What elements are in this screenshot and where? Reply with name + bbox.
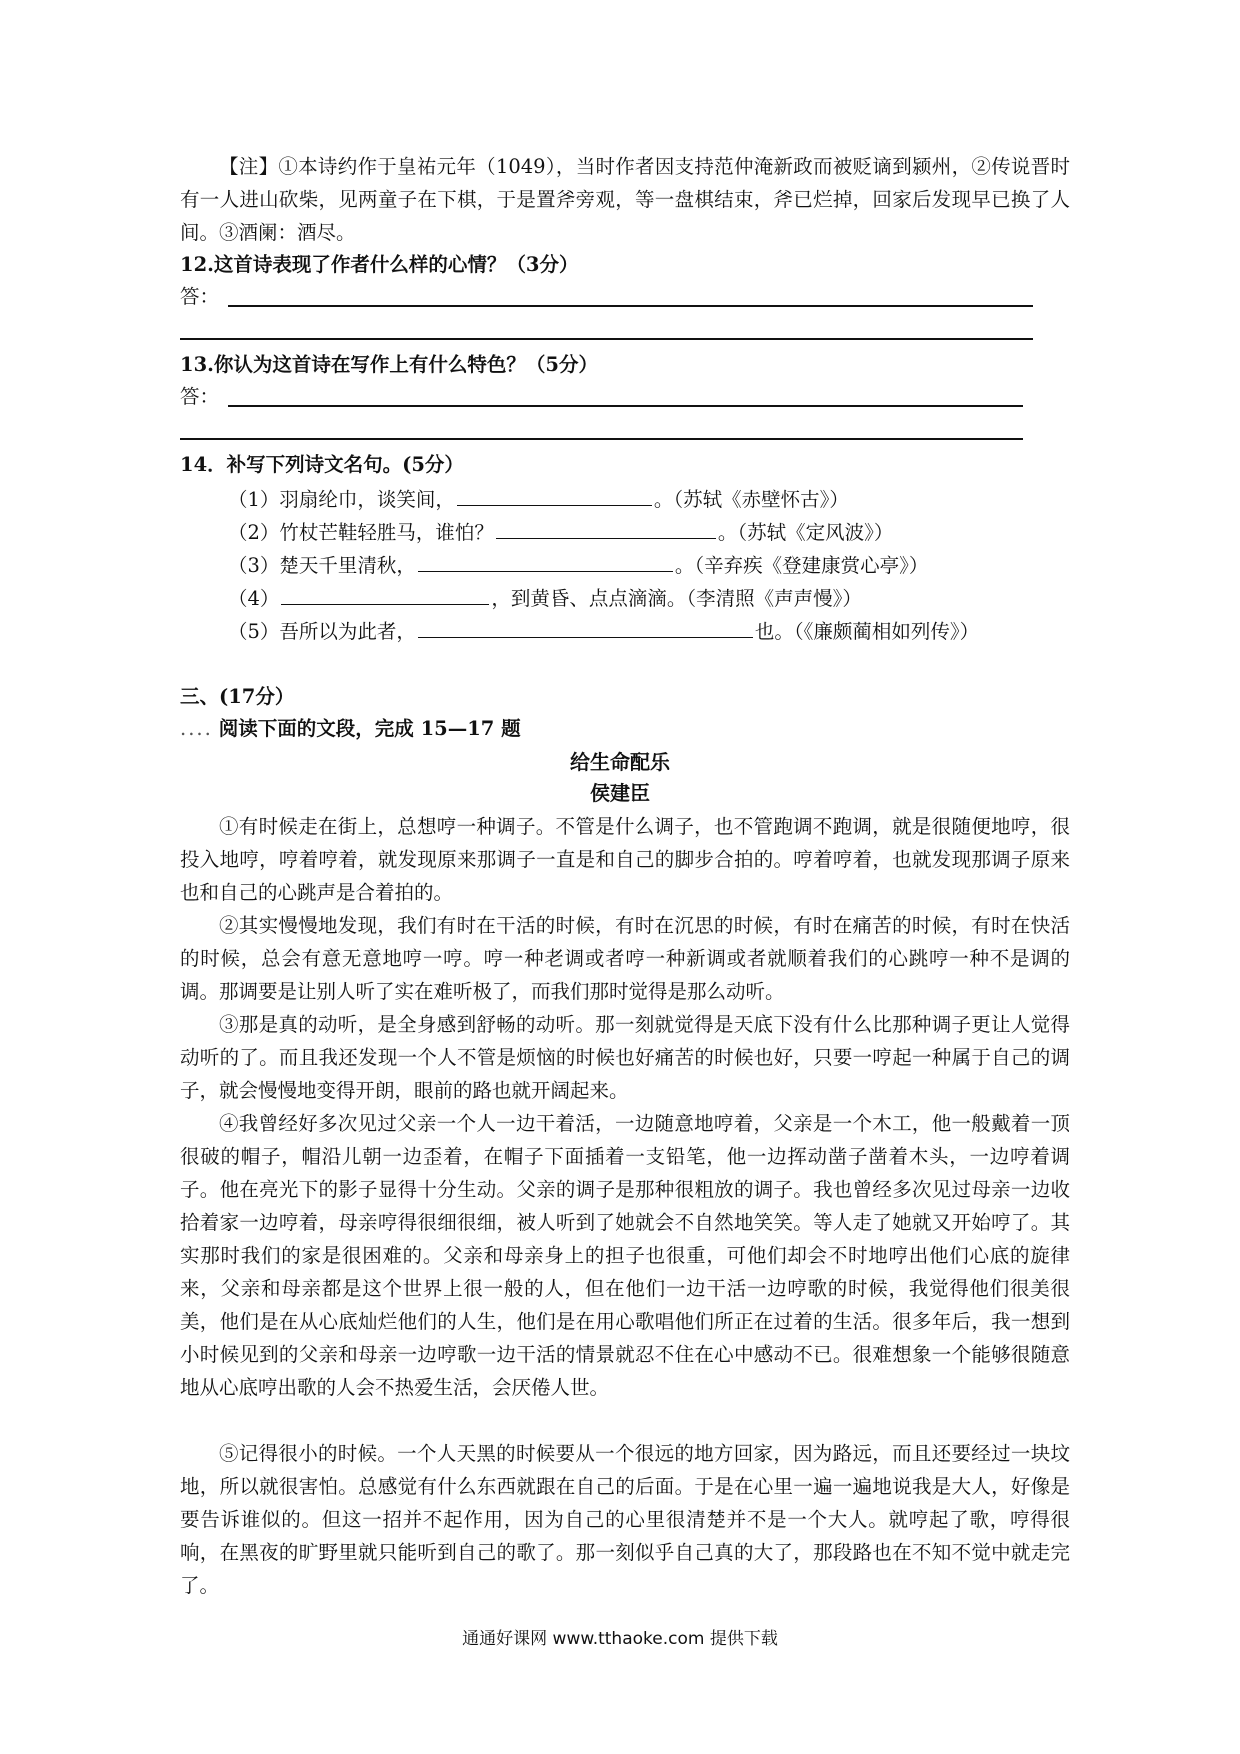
fill-item-2-after: 。（苏轼《定风波》） xyxy=(717,521,894,544)
question-13-answer-line-1[interactable] xyxy=(228,405,1023,407)
fill-item-4 xyxy=(228,582,862,614)
question-13-answer-line-2[interactable] xyxy=(180,438,1023,440)
essay-title: 给生命配乐 xyxy=(570,750,670,774)
essay-author: 侯建臣 xyxy=(590,781,650,805)
fill-item-4-before: （4） xyxy=(228,587,280,610)
section-3-title: 三、(17分） xyxy=(180,685,295,708)
section-3-instruction xyxy=(180,714,521,744)
fill-item-1 xyxy=(228,483,849,515)
fill-item-5-blank[interactable] xyxy=(418,615,753,638)
fill-item-3-after: 。（辛弃疾《登建康赏心亭》） xyxy=(674,554,929,577)
essay-paragraph-5: ⑤记得很小的时候。一个人天黑的时候要从一个很远的地方回家，因为路远，而且还要经过一块坟地，所以就很害怕。总感觉有什么东西就跟在自己的后面。于是在心里一遍一遍地说我是大人，好像是要告诉谁似的。但这一招并不起作用，因为自己的心里很清楚并不是一个大人。就哼起了歌，哼得很响，在黑夜的旷野里就只能听到自己的歌了。那一刻似乎自己真的大了，那段路也在不知不觉中就走完了。 xyxy=(180,1442,1070,1597)
essay-paragraph-4: ④我曾经好多次见过父亲一个人一边干着活，一边随意地哼着，父亲是一个木工，他一般戴着一顶很破的帽子，帽沿儿朝一边歪着，在帽子下面插着一支铅笔，他一边挥动凿子凿着木头，一边哼着调子。他在亮光下的影子显得十分生动。父亲的调子是那种很粗放的调子。我也曾经多次见过母亲一边收拾着家一边哼着，母亲哼得很细很细，被人听到了她就会不自然地笑笑。等人走了她就又开始哼了。其实那时我们的家是很困难的。父亲和母亲身上的担子也很重，可他们却会不时地哼出他们心底的旋律来，父亲和母亲都是这个世界上很一般的人，但在他们一边干活一边哼歌的时候，我觉得他们很美很美，他们是在从心底灿烂他们的人生，他们是在用心歌唱他们所正在过着的生活。很多年后，我一想到小时候见到的父亲和母亲一边哼歌一边干活的情景就忍不住在心中感动不已。很难想象一个能够很随意地从心底哼出歌的人会不热爱生活，会厌倦人世。 xyxy=(180,1112,1070,1399)
fill-item-3-blank[interactable] xyxy=(418,549,673,572)
section-3-instruction-text: 阅读下面的文段，完成 15—17 题 xyxy=(218,717,521,740)
fill-item-5-before: （5）吾所以为此者， xyxy=(228,620,416,643)
fill-item-1-after: 。（苏轼《赤壁怀古》） xyxy=(653,488,849,511)
essay-paragraph-3: ③那是真的动听，是全身感到舒畅的动听。那一刻就觉得是天底下没有什么比那种调子更让人觉得动听的了。而且我还发现一个人不管是烦恼的时候也好痛苦的时候也好，只要一哼起一种属于自己的调子，就会慢慢地变得开朗，眼前的路也就开阔起来。 xyxy=(180,1013,1070,1102)
fill-item-4-after: ，到黄昏、点点滴滴。（李清照《声声慢》） xyxy=(491,587,862,610)
fill-item-3 xyxy=(228,549,928,581)
fill-item-2-before: （2）竹杖芒鞋轻胜马，谁怕？ xyxy=(228,521,494,544)
question-12-title: 12.这首诗表现了作者什么样的心情？（3分） xyxy=(180,253,579,276)
essay-paragraph-1: ①有时候走在街上，总想哼一种调子。不管是什么调子，也不管跑调不跑调，就是很随便地哼，很投入地哼，哼着哼着，就发现原来那调子一直是和自己的脚步合拍的。哼着哼着，也就发现那调子原来也和自己的心跳声是合着拍的。 xyxy=(180,815,1070,904)
poem-note: 【注】①本诗约作于皇祐元年（1049），当时作者因支持范仲淹新政而被贬谪到颍州，②传说晋时有一人进山砍柴，见两童子在下棋，于是置斧旁观，等一盘棋结束，斧已烂掉，回家后发现早已换了人间。③酒阑：酒尽。 xyxy=(180,155,1070,244)
footer-source: 通通好课网 www.tthaoke.com 提供下载 xyxy=(462,1629,778,1649)
question-12-answer-line-1[interactable] xyxy=(228,305,1033,307)
question-12-answer-label: 答： xyxy=(180,285,220,308)
question-13-title: 13.你认为这首诗在写作上有什么特色？（5分） xyxy=(180,353,598,376)
fill-item-5 xyxy=(228,615,979,647)
fill-item-3-before: （3）楚天千里清秋， xyxy=(228,554,416,577)
question-12-answer-line-2[interactable] xyxy=(180,338,1033,340)
essay-paragraph-2: ②其实慢慢地发现，我们有时在干活的时候，有时在沉思的时候，有时在痛苦的时候，有时在快活的时候，总会有意无意地哼一哼。哼一种老调或者哼一种新调或者就顺着我们的心跳哼一种不是调的调。那调要是让别人听了实在难听极了，而我们那时觉得是那么动听。 xyxy=(180,914,1070,1003)
fill-item-2-blank[interactable] xyxy=(496,516,716,539)
dot-leader-icon: .... xyxy=(180,717,213,740)
question-13-answer-label: 答： xyxy=(180,385,220,408)
question-14-title: 14．补写下列诗文名句。(5分） xyxy=(180,453,464,476)
fill-item-1-blank[interactable] xyxy=(457,483,652,506)
fill-item-4-blank[interactable] xyxy=(281,582,489,605)
fill-item-2 xyxy=(228,516,893,548)
fill-item-1-before: （1）羽扇纶巾，谈笑间， xyxy=(228,488,455,511)
fill-item-5-after: 也。（《廉颇蔺相如列传》） xyxy=(754,620,980,643)
